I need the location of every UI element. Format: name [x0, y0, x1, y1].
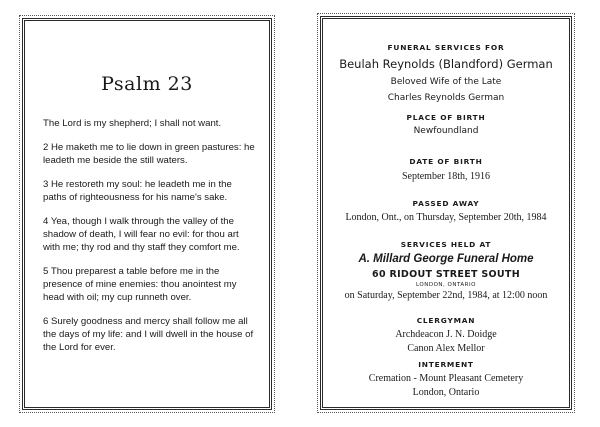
service-date: on Saturday, September 22nd, 1984, at 12:00 noon [344, 290, 548, 301]
verse-2: 2 He maketh me to lie down in green pastures: he leadeth me beside the still waters. [43, 142, 255, 166]
heading: FUNERAL SERVICES FOR [387, 43, 505, 52]
city: LONDON, ONTARIO [416, 282, 476, 288]
clergy-label: CLERGYMAN [416, 316, 476, 325]
psalm-verses [43, 117, 255, 365]
verse-3: 3 He restoreth my soul: he leadeth me in the paths of righteousness for his name's sake. [43, 179, 232, 203]
clergy-2: Canon Alex Mellor [407, 343, 485, 354]
dob: September 18th, 1916 [401, 171, 491, 182]
psalm-title: Psalm 23 [101, 73, 193, 95]
wife-line: Beloved Wife of the Late [390, 77, 502, 87]
street: 60 RIDOUT STREET SOUTH [372, 269, 520, 280]
psalm-panel [22, 18, 272, 410]
passed-label: PASSED AWAY [412, 199, 480, 208]
funeral-home: A. Millard George Funeral Home [358, 253, 534, 265]
birthplace-label: PLACE OF BIRTH [406, 113, 486, 122]
husband-name: Charles Reynolds German [387, 93, 505, 103]
clergy-1: Archdeacon J. N. Doidge [395, 329, 497, 340]
deceased-name: Beulah Reynolds (Blandford) German [339, 57, 553, 71]
verse-5: 5 Thou preparest a table before me in the presence of mine enemies: thou anointest my head with oil; my cup runneth over. [43, 266, 237, 303]
services-label: SERVICES HELD AT [400, 240, 492, 249]
verse-6: 6 Surely goodness and mercy shall follow me all the days of my life: and I will dwell in the house of the Lord for ever. [43, 316, 254, 353]
passed: London, Ont., on Thursday, September 20th, 1984 [345, 212, 547, 223]
birthplace: Newfoundland [413, 126, 479, 136]
interment-2: London, Ontario [412, 387, 480, 398]
interment-label: INTERMENT [418, 360, 474, 369]
dob-label: DATE OF BIRTH [409, 157, 483, 166]
service-panel [320, 16, 572, 410]
verse-4: 4 Yea, though I walk through the valley of the shadow of death, I will fear no evil: for thou art with me; thy rod and thy staff they comfort me. [43, 216, 240, 253]
verse-1: The Lord is my shepherd; I shall not want. [43, 118, 222, 129]
interment-1: Cremation - Mount Pleasant Cemetery [368, 373, 524, 384]
